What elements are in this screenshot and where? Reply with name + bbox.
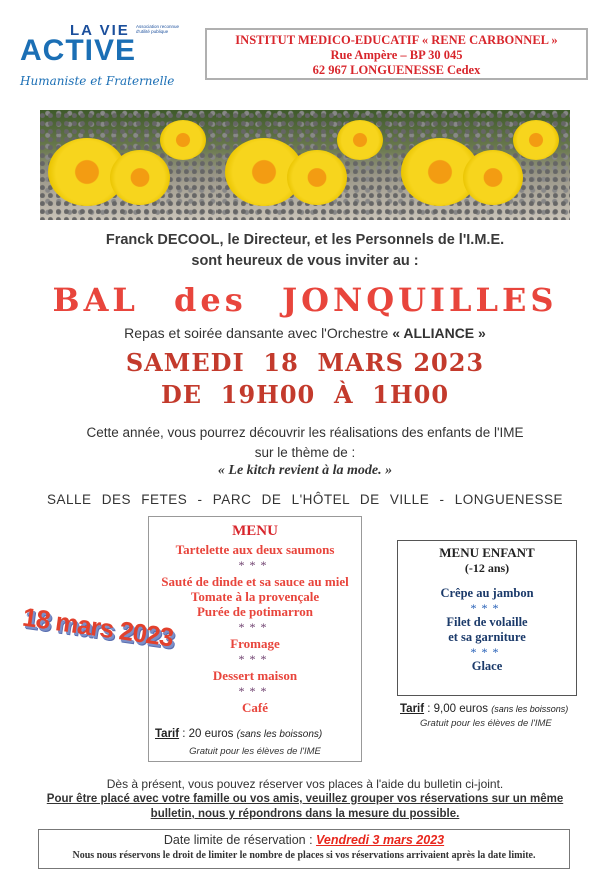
invite-line-2: sont heureux de vous inviter au :: [191, 253, 419, 269]
deadline-line: [39, 833, 569, 847]
kids-menu-price: [400, 703, 568, 715]
address-line-1: INSTITUT MEDICO-EDUCATIF « RENE CARBONNEL »: [235, 33, 558, 47]
menu-free-note: Gratuit pour les élèves de l'IME: [189, 746, 321, 757]
deadline-box: [38, 829, 570, 869]
deadline-note: Nous nous réservons le droit de limiter le nombre de places si vos réservations arrivaient après la date limite.: [72, 850, 536, 861]
daffodil-photo: [217, 110, 394, 220]
deadline-label: Date limite de réservation :: [163, 833, 317, 847]
kids-menu-item: Glace: [471, 659, 503, 673]
reservation-group-note-2: bulletin, nous y répondrons dans la mesure du possible.: [150, 808, 460, 820]
logo-small-text: Association reconnue d'utilité publique: [136, 24, 180, 34]
menu-item: Sauté de dinde et sa sauce au miel: [161, 574, 349, 589]
kids-menu-subtitle: (-12 ans): [464, 561, 510, 575]
kids-free-note: Gratuit pour les élèves de l'IME: [420, 718, 552, 729]
menu-price: [155, 728, 322, 740]
logo-tagline: Humaniste et Fraternelle: [20, 74, 175, 88]
menu-item: Tartelette aux deux saumons: [175, 542, 335, 557]
menu-separator: ***: [238, 620, 272, 634]
event-hours: DE 19H00 À 1H00: [160, 380, 450, 409]
menu-separator: ***: [238, 652, 272, 666]
menu-item: Dessert maison: [212, 668, 298, 683]
kids-menu-box: [397, 540, 577, 696]
location: SALLE DES FETES - PARC DE L'HÔTEL DE VILLE - LONGUENESSE: [47, 492, 563, 507]
daffodil-photo: [393, 110, 570, 220]
menu-title: MENU: [232, 523, 278, 539]
kids-price-note: (sans les boissons): [491, 704, 569, 714]
address-line-2: Rue Ampère – BP 30 045: [330, 48, 463, 62]
kids-menu-separator: ***: [470, 645, 504, 659]
menu-box: [148, 516, 362, 762]
la-vie-active-logo: [18, 22, 188, 102]
daffodil-photo: [40, 110, 217, 220]
kids-menu-item: et sa garniture: [448, 630, 526, 644]
kids-price-value: : 9,00 euros: [424, 703, 492, 715]
date-stamp: 18 mars 2023: [20, 601, 175, 653]
address-line-3: 62 967 LONGUENESSE Cedex: [312, 63, 481, 77]
event-title-word-1: BAL: [52, 281, 139, 319]
kids-menu-separator: ***: [470, 601, 504, 615]
address-box: [205, 28, 588, 80]
event-date: SAMEDI 18 MARS 2023: [125, 348, 485, 377]
logo-line-1: LA VIE: [70, 22, 130, 39]
theme-intro: Cette année, vous pourrez découvrir les réalisations des enfants de l'IME: [86, 425, 524, 440]
menu-price-value: : 20 euros: [179, 728, 237, 740]
kids-menu-title: MENU ENFANT: [439, 545, 535, 560]
menu-price-note: (sans les boissons): [236, 729, 323, 740]
menu-price-label: Tarif: [155, 728, 180, 740]
deadline-date: Vendredi 3 mars 2023: [316, 833, 445, 847]
menu-item: Purée de potimarron: [196, 604, 314, 619]
menu-item: Tomate à la provençale: [190, 589, 320, 604]
repas-line: [0, 325, 610, 341]
reservation-info: Dès à présent, vous pouvez réserver vos places à l'aide du bulletin ci-joint.: [106, 777, 504, 791]
kids-menu-item: Filet de volaille: [446, 615, 528, 629]
theme-title: « Le kitch revient à la mode. »: [217, 463, 393, 478]
menu-separator: ***: [238, 684, 272, 698]
event-title-word-2: des: [174, 281, 247, 319]
menu-item: Fromage: [230, 636, 280, 651]
menu-item: Café: [242, 700, 268, 715]
daffodil-photo-strip: [40, 110, 570, 220]
event-title: [0, 281, 610, 319]
theme-label: sur le thème de :: [254, 445, 356, 460]
logo-line-2: ACTIVE: [20, 34, 137, 67]
invite-line-1: Franck DECOOL, le Directeur, et les Personnels de l'I.M.E.: [105, 232, 505, 248]
orchestre-name: « ALLIANCE »: [392, 325, 486, 341]
menu-separator: ***: [238, 558, 272, 572]
kids-menu-item: Crêpe au jambon: [440, 586, 534, 600]
reservation-group-note: Pour être placé avec votre famille ou vos amis, veuillez grouper vos réservations sur un même: [46, 793, 564, 805]
repas-text: Repas et soirée dansante avec l'Orchestre: [124, 325, 389, 341]
kids-price-label: Tarif: [400, 703, 425, 715]
event-title-word-3: JONQUILLES: [281, 281, 558, 319]
